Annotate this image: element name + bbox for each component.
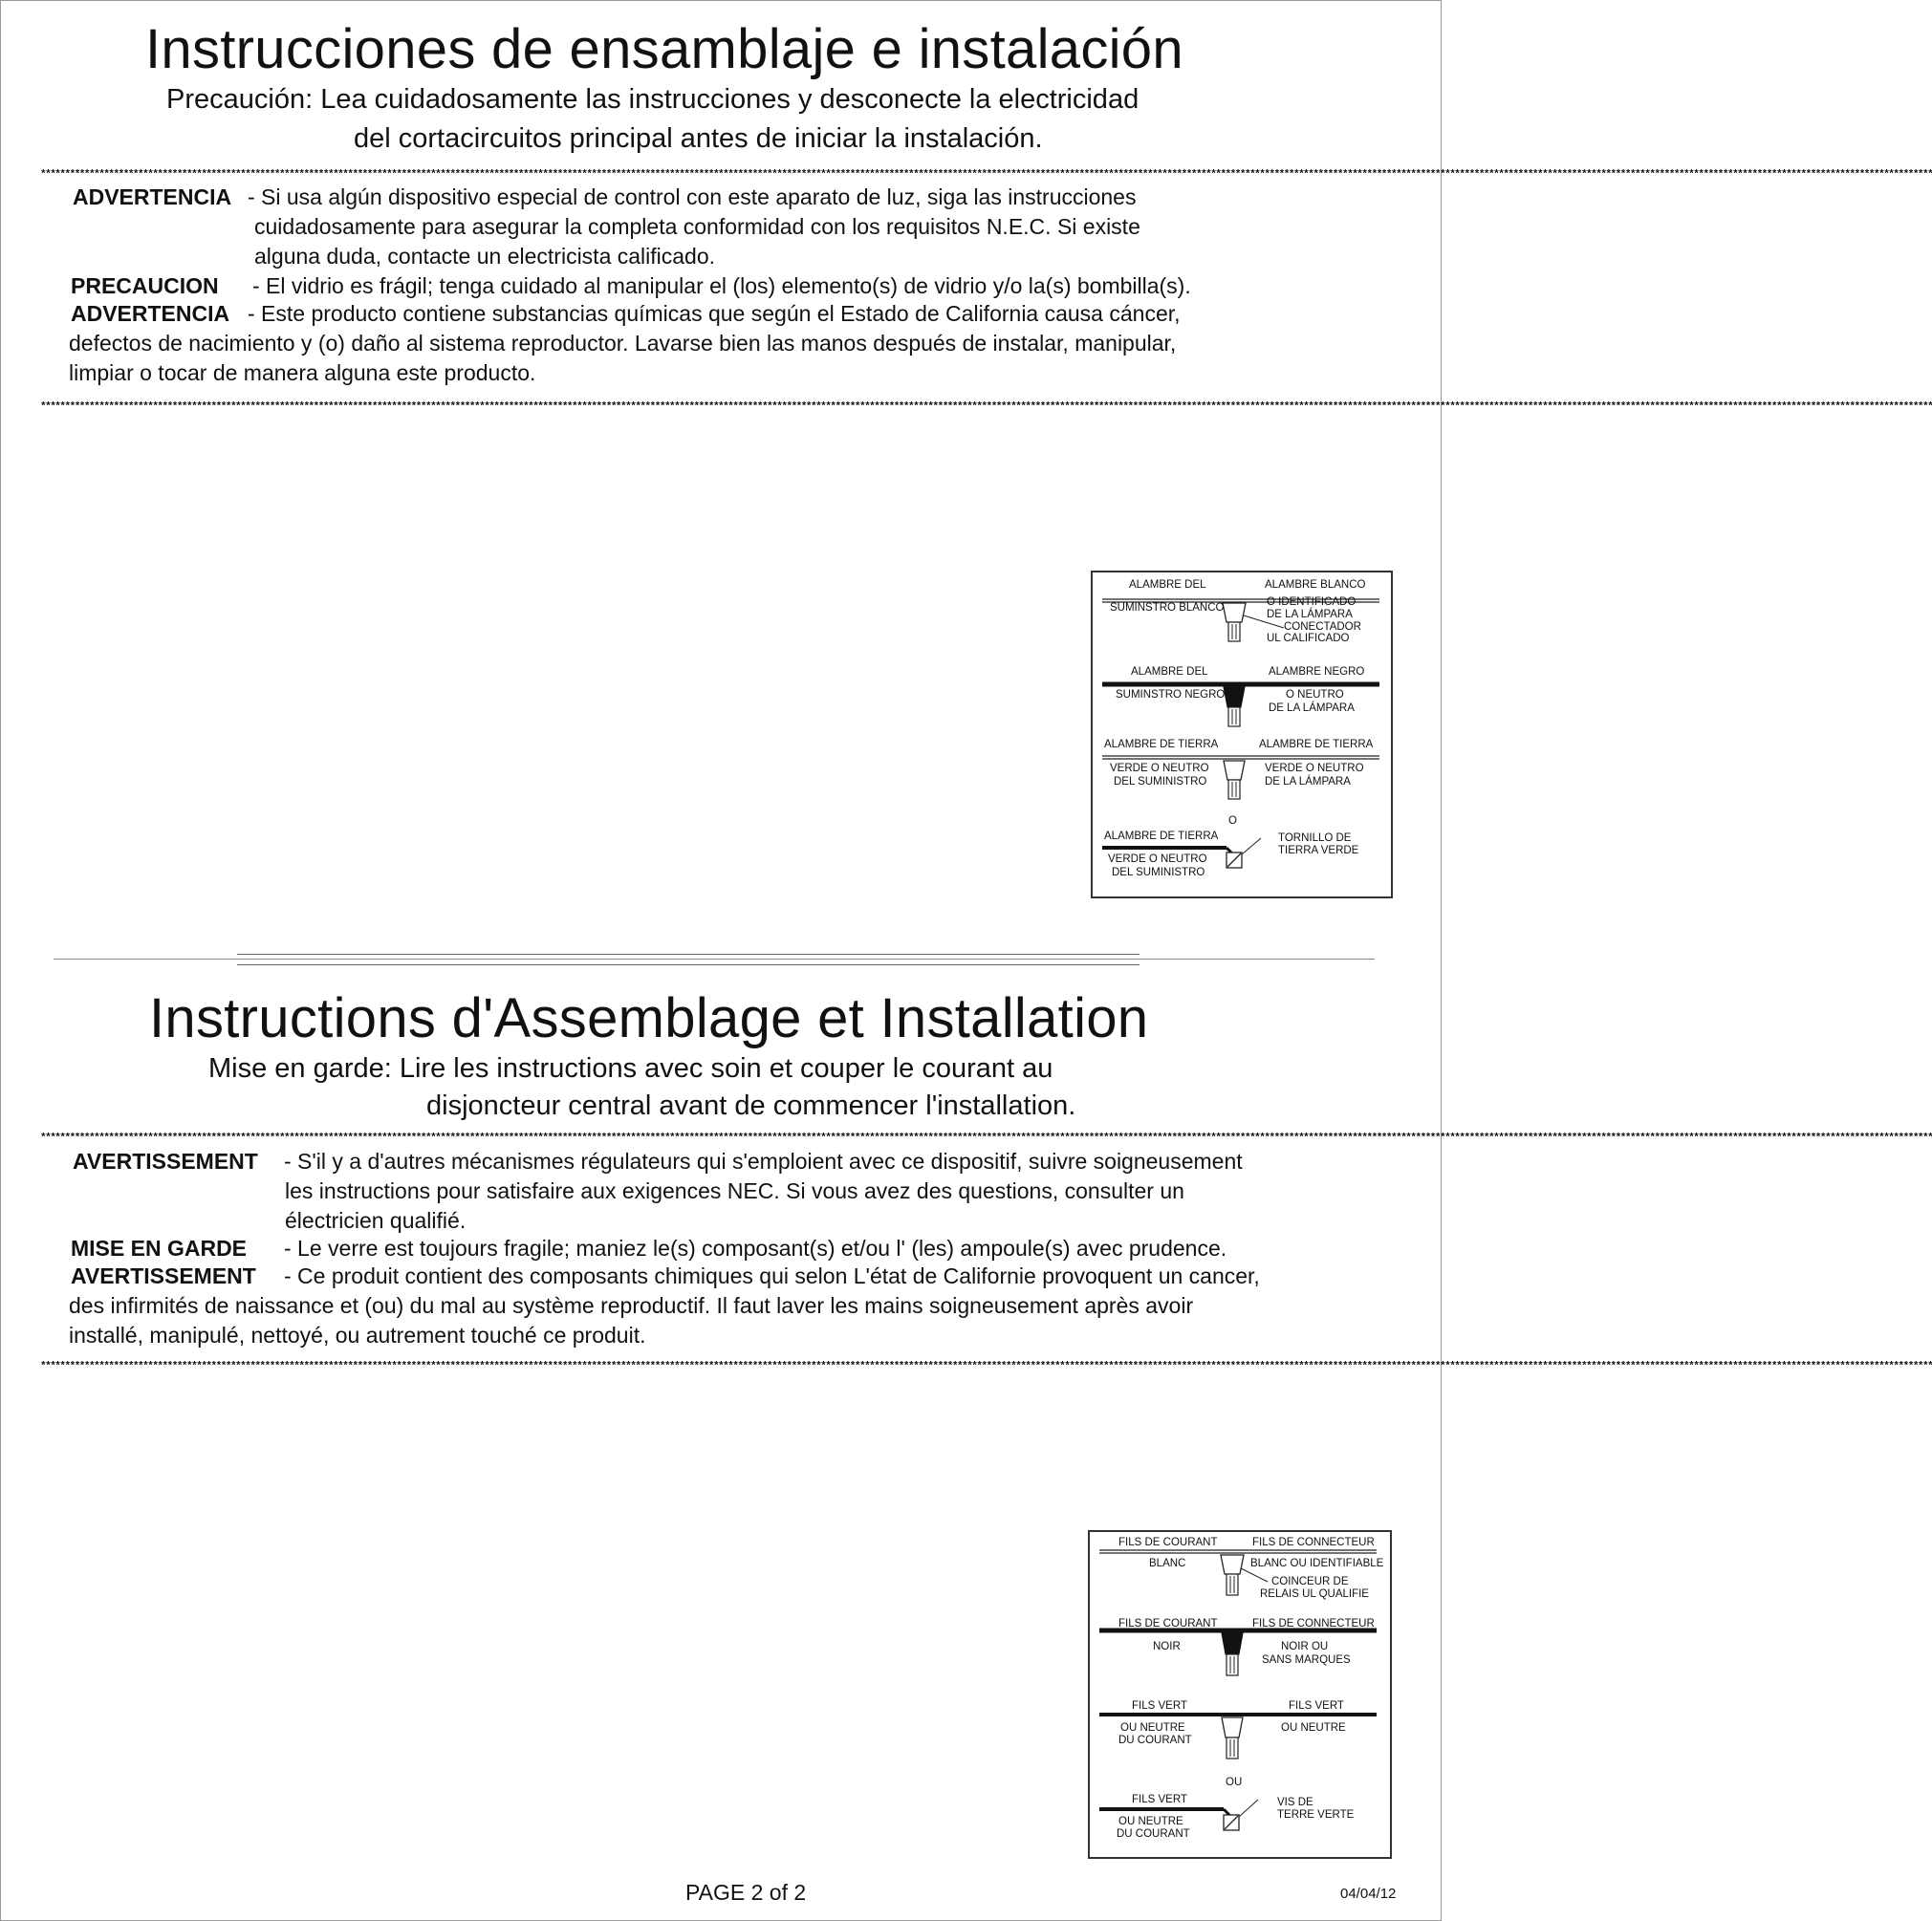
diagram-label: ALAMBRE DEL bbox=[1129, 579, 1206, 591]
diagram-label: VERDE O NEUTRO bbox=[1265, 763, 1364, 774]
diagram-label: OU NEUTRE bbox=[1118, 1816, 1183, 1827]
section-separator bbox=[237, 964, 1140, 965]
section-separator bbox=[54, 959, 1375, 960]
diagram-label: ALAMBRE DE TIERRA bbox=[1104, 739, 1219, 750]
diagram-label: DE LA LÁMPARA bbox=[1267, 609, 1353, 620]
diagram-label: FILS DE COURANT bbox=[1118, 1618, 1218, 1630]
french-warning2-text: - Le verre est toujours fragile; maniez le(s) composant(s) et/ou l' (les) ampoule(s) avec prudence. bbox=[284, 1236, 1227, 1261]
diagram-label: OU NEUTRE bbox=[1120, 1722, 1185, 1734]
spanish-wiring-diagram bbox=[1091, 571, 1393, 898]
diagram-label: DEL SUMINISTRO bbox=[1114, 776, 1207, 788]
spanish-title: Instrucciones de ensamblaje e instalación bbox=[145, 18, 1183, 80]
document-date: 04/04/12 bbox=[1340, 1886, 1397, 1902]
diagram-label: VERDE O NEUTRO bbox=[1108, 853, 1207, 865]
diagram-label: TIERRA VERDE bbox=[1278, 845, 1359, 856]
french-warning1-label: AVERTISSEMENT bbox=[73, 1149, 258, 1174]
diagram-label: DU COURANT bbox=[1117, 1828, 1190, 1840]
diagram-label: BLANC OU IDENTIFIABLE bbox=[1250, 1558, 1384, 1569]
diagram-label: VERDE O NEUTRO bbox=[1110, 763, 1209, 774]
french-caution-line1: Mise en garde: Lire les instructions avec soin et couper le courant au bbox=[208, 1053, 1053, 1084]
divider-stars: **************************************************************************************************************************************************************************************************************************************************************************************************************************************************************************************************** bbox=[40, 1133, 1932, 1144]
divider-stars: **************************************************************************************************************************************************************************************************************************************************************************************************************************************************************************************************** bbox=[40, 169, 1932, 181]
section-separator bbox=[237, 954, 1140, 955]
spanish-warning3-label: ADVERTENCIA bbox=[71, 301, 230, 326]
diagram-label: ALAMBRE DEL bbox=[1131, 666, 1208, 678]
french-title: Instructions d'Assemblage et Installation bbox=[149, 987, 1149, 1049]
diagram-label: O IDENTIFICADO bbox=[1267, 596, 1357, 608]
french-caution-line2: disjoncteur central avant de commencer l'installation. bbox=[426, 1090, 1076, 1121]
diagram-label-or: O bbox=[1228, 815, 1237, 827]
diagram-label: ALAMBRE BLANCO bbox=[1265, 579, 1366, 591]
diagram-label: NOIR bbox=[1153, 1641, 1181, 1652]
diagram-label: O NEUTRO bbox=[1286, 689, 1344, 701]
spanish-warning3-text: - Este producto contiene substancias químicas que según el Estado de California causa cáncer, bbox=[248, 301, 1181, 326]
divider-stars: **************************************************************************************************************************************************************************************************************************************************************************************************************************************************************************************************** bbox=[40, 401, 1932, 413]
diagram-label: DE LA LÁMPARA bbox=[1265, 776, 1351, 788]
diagram-label: FILS VERT bbox=[1132, 1700, 1187, 1712]
diagram-label: OU NEUTRE bbox=[1281, 1722, 1346, 1734]
diagram-label: COINCEUR DE bbox=[1271, 1576, 1349, 1587]
diagram-label: UL CALIFICADO bbox=[1267, 633, 1350, 644]
diagram-label: TERRE VERTE bbox=[1277, 1809, 1355, 1821]
spanish-warning3-text: limpiar o tocar de manera alguna este producto. bbox=[69, 360, 536, 385]
diagram-label: FILS DE CONNECTEUR bbox=[1252, 1618, 1375, 1630]
diagram-label: ALAMBRE NEGRO bbox=[1269, 666, 1365, 678]
page-number: PAGE 2 of 2 bbox=[685, 1880, 807, 1905]
spanish-warning3-text: defectos de nacimiento y (o) daño al sistema reproductor. Lavarse bien las manos después de instalar, manipular, bbox=[69, 331, 1177, 356]
french-warning2-label: MISE EN GARDE bbox=[71, 1236, 248, 1261]
spanish-warning1-text: cuidadosamente para asegurar la completa conformidad con los requisitos N.E.C. Si existe bbox=[254, 214, 1140, 239]
diagram-label: FILS VERT bbox=[1289, 1700, 1344, 1712]
spanish-caution-line2: del cortacircuitos principal antes de iniciar la instalación. bbox=[354, 123, 1043, 154]
french-warning3-text: installé, manipulé, nettoyé, ou autrement touché ce produit. bbox=[69, 1323, 646, 1348]
diagram-label: BLANC bbox=[1149, 1558, 1186, 1569]
diagram-label: FILS DE COURANT bbox=[1118, 1537, 1218, 1548]
french-wiring-diagram bbox=[1088, 1530, 1392, 1859]
diagram-label: ALAMBRE DE TIERRA bbox=[1259, 739, 1374, 750]
diagram-label: DU COURANT bbox=[1118, 1735, 1192, 1746]
diagram-label: TORNILLO DE bbox=[1278, 832, 1352, 844]
french-warning3-text: - Ce produit contient des composants chimiques qui selon L'état de Californie provoquent un cancer, bbox=[284, 1263, 1260, 1288]
diagram-label: SUMINSTRO BLANCO bbox=[1110, 602, 1225, 614]
diagram-label: DE LA LÁMPARA bbox=[1269, 702, 1355, 714]
diagram-label: CONECTADOR bbox=[1284, 621, 1361, 633]
diagram-label-or: OU bbox=[1226, 1777, 1243, 1788]
diagram-label: VIS DE bbox=[1277, 1797, 1313, 1808]
spanish-warning1-text: alguna duda, contacte un electricista calificado. bbox=[254, 244, 716, 269]
spanish-warning1-text: - Si usa algún dispositivo especial de control con este aparato de luz, siga las instrucciones bbox=[248, 184, 1137, 209]
french-warning3-label: AVERTISSEMENT bbox=[71, 1263, 256, 1288]
french-warning1-text: électricien qualifié. bbox=[285, 1208, 467, 1233]
spanish-caution-line1: Precaución: Lea cuidadosamente las instrucciones y desconecte la electricidad bbox=[166, 84, 1140, 115]
french-warning3-text: des infirmités de naissance et (ou) du mal au système reproductif. Il faut laver les mains soigneusement après avoir bbox=[69, 1293, 1194, 1318]
diagram-label: ALAMBRE DE TIERRA bbox=[1104, 831, 1219, 842]
diagram-label: FILS VERT bbox=[1132, 1794, 1187, 1805]
spanish-warning2-label: PRECAUCION bbox=[71, 273, 219, 298]
diagram-label: DEL SUMINISTRO bbox=[1112, 867, 1205, 878]
french-warning1-text: les instructions pour satisfaire aux exigences NEC. Si vous avez des questions, consulter un bbox=[285, 1178, 1184, 1203]
divider-stars: **************************************************************************************************************************************************************************************************************************************************************************************************************************************************************************************************** bbox=[40, 1361, 1932, 1372]
spanish-warning2-text: - El vidrio es frágil; tenga cuidado al manipular el (los) elemento(s) de vidrio y/o la(s) bombilla(s). bbox=[252, 273, 1191, 298]
diagram-label: SUMINSTRO NEGRO bbox=[1116, 689, 1226, 701]
diagram-label: NOIR OU bbox=[1281, 1641, 1329, 1652]
diagram-label: RELAIS UL QUALIFIE bbox=[1260, 1588, 1369, 1600]
french-warning1-text: - S'il y a d'autres mécanismes régulateurs qui s'emploient avec ce dispositif, suivre soigneusement bbox=[284, 1149, 1243, 1174]
diagram-label: SANS MARQUES bbox=[1262, 1654, 1351, 1666]
spanish-warning1-label: ADVERTENCIA bbox=[73, 184, 232, 209]
diagram-label: FILS DE CONNECTEUR bbox=[1252, 1537, 1375, 1548]
